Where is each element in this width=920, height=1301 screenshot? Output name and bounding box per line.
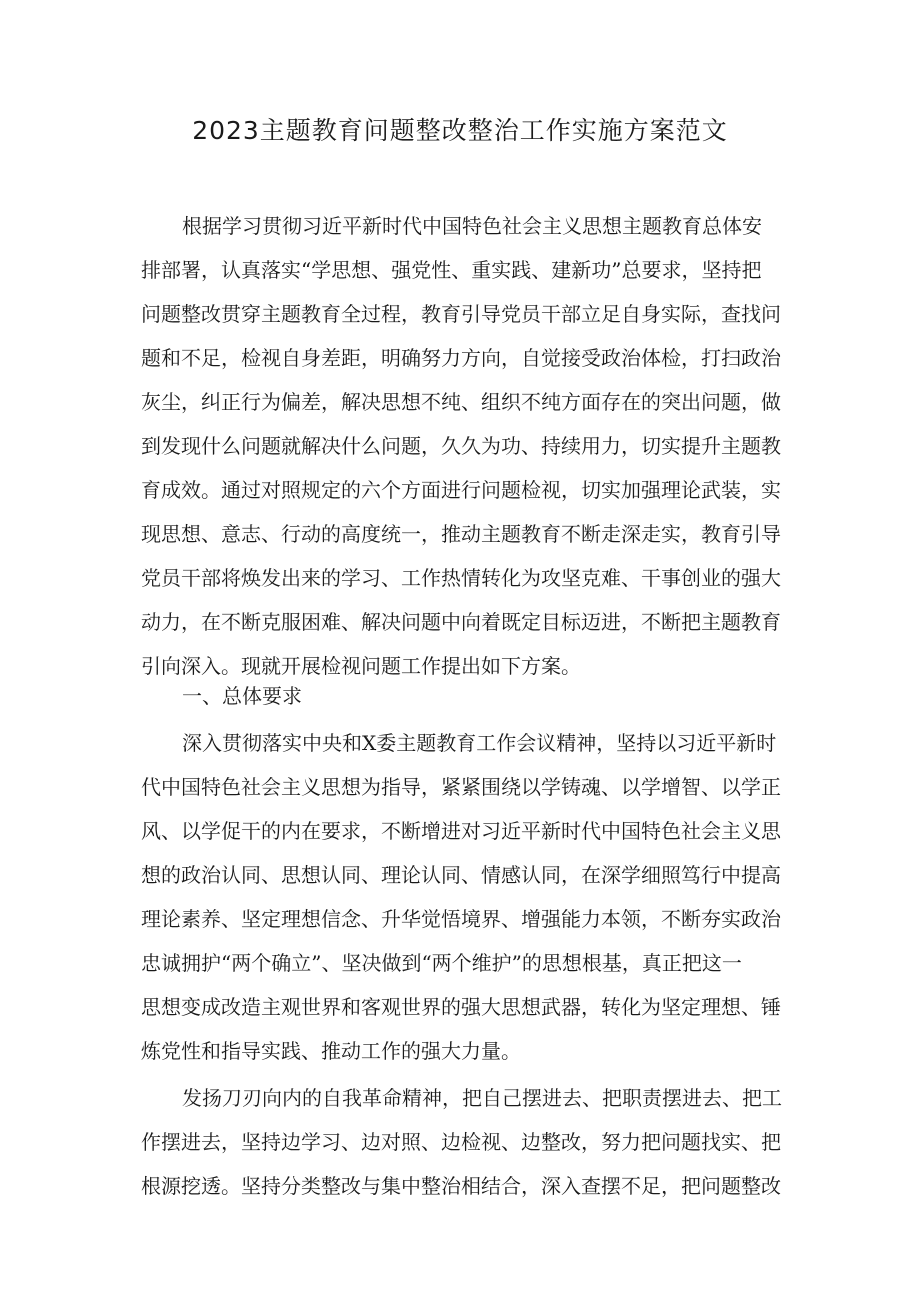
paragraph-line: 动力，在不断克服困难、解决问题中向着既定目标迈进，不断把主题教育 bbox=[141, 610, 781, 634]
paragraph-line: 炼党性和指导实践、推动工作的强大力量。 bbox=[141, 1039, 521, 1063]
paragraph-line: 育成效。通过对照规定的六个方面进行问题检视，切实加强理论武装，实 bbox=[141, 478, 781, 502]
paragraph-line: 深入贯彻落实中央和X委主题教育工作会议精神，坚持以习近平新时 bbox=[182, 731, 777, 755]
paragraph-line: 问题整改贯穿主题教育全过程，教育引导党员干部立足自身实际，查找问 bbox=[141, 302, 781, 326]
paragraph-line: 理论素养、坚定理想信念、升华觉悟境界、增强能力本领，不断夯实政治 bbox=[141, 907, 781, 931]
paragraph-line: 题和不足，检视自身差距，明确努力方向，自觉接受政治体检，打扫政治 bbox=[141, 346, 781, 370]
paragraph-line: 根据学习贯彻习近平新时代中国特色社会主义思想主题教育总体安 bbox=[182, 214, 762, 238]
paragraph-line: 代中国特色社会主义思想为指导，紧紧围绕以学铸魂、以学增智、以学正 bbox=[141, 775, 781, 799]
paragraph-line: 发扬刀刃向内的自我革命精神，把自己摆进去、把职责摆进去、把工 bbox=[182, 1086, 782, 1110]
paragraph-line: 现思想、意志、行动的高度统一，推动主题教育不断走深走实，教育引导 bbox=[141, 522, 781, 546]
paragraph-line: 思想变成改造主观世界和客观世界的强大思想武器，转化为坚定理想、锤 bbox=[141, 995, 781, 1019]
document-title: 2023主题教育问题整改整治工作实施方案范文 bbox=[192, 116, 728, 145]
section-heading: 一、总体要求 bbox=[182, 684, 302, 708]
paragraph-line: 想的政治认同、思想认同、理论认同、情感认同，在深学细照笃行中提高 bbox=[141, 863, 781, 887]
paragraph-line: 排部署，认真落实“学思想、强党性、重实践、建新功”总要求，坚持把 bbox=[141, 258, 762, 282]
paragraph-line: 灰尘，纠正行为偏差，解决思想不纯、组织不纯方面存在的突出问题，做 bbox=[141, 390, 781, 414]
paragraph-line: 到发现什么问题就解决什么问题，久久为功、持续用力，切实提升主题教 bbox=[141, 434, 781, 458]
paragraph-line: 忠诚拥护“两个确立”、坚决做到“两个维护”的思想根基，真正把这一 bbox=[141, 951, 742, 975]
paragraph-line: 作摆进去，坚持边学习、边对照、边检视、边整改，努力把问题找实、把 bbox=[141, 1130, 781, 1154]
paragraph-line: 风、以学促干的内在要求，不断增进对习近平新时代中国特色社会主义思 bbox=[141, 819, 781, 843]
paragraph-line: 根源挖透。坚持分类整改与集中整治相结合，深入查摆不足，把问题整改 bbox=[141, 1174, 781, 1198]
paragraph-line: 党员干部将焕发出来的学习、工作热情转化为攻坚克难、干事创业的强大 bbox=[141, 566, 781, 590]
paragraph-line: 引向深入。现就开展检视问题工作提出如下方案。 bbox=[141, 654, 581, 678]
